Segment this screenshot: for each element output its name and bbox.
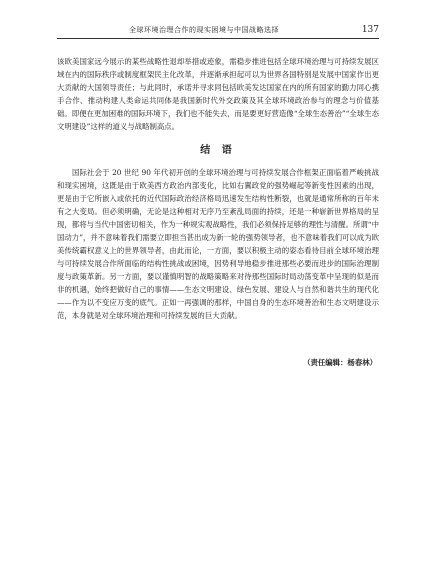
body-paragraphs-before (57, 55, 379, 133)
editor-credit: （责任编辑：杨春林） (303, 358, 377, 367)
paragraph: 国际社会于 20 世纪 90 年代初开创的全球环境治理与可持续发展合作框架正面临着严峻挑战和现实困境，这既是由于欧美西方政治内部变化，比如右翼政党的强势崛起等新变性因素的出现，更是由于它所嵌入或依托的近代国际政治经济格局迅速发生结构性断裂，也就是通常所称的百年未有之大变局。但必须明确，无论是这种相对无序乃至紊乱局面的持续，还是一种崭新世界格局的呈现，都将与当代中国密切相关，作为一种规实观战略性，我们必须保持足够的理性与清醒。所谓“中国动力”，并不意味着我们需要立即担当甚出成为新一轮的强势领导者，也不意味着我们可以成为欧美传统霸权意义上的世界领导者，由此而论，一方面，要以积极主动的姿态看待目前全球环境治理与可持续发展合作所面临的结构性挑战或困境，因势利导地稳步推进那些必要而进步的国际治理制度与政策革新。另一方面，要以谨慎明智的战略策略来对待那些国际时局动荡变革中呈现的似是而非的机遇，始终把做好自己的事情——生态文明建设、绿色发展、建设人与自然和谐共生的现代化——作为以不变应万变的底气。正如一再强调的那样，中国自身的生态环境善治和生态文明建设示范，本身就是对全球环境治理和可持续发展的巨大贡献。 (57, 168, 379, 320)
section-heading: 结 语 (200, 145, 236, 156)
body-paragraphs-after (57, 166, 379, 322)
paragraph: 该欧美国家远今展示的某些战略性退却举措或迹象，需稳步推进包括全球环境治理与可持续发展区域在内的国际秩序或制度框架民主化改革，并逐渐承担起可以为世界各国特别是发展中国家作出更大贡献的大国领导责任；与此同时，承诺并寻求同包括欧美发达国家在内的所有国家的勤力同心携手合作、推动构建人类命运共同体是我国新时代外交政策及其全球环境政治参与的理念与价值基础。即便在更加困难的国际环境下，我们也不能失去，而是要更好营造像“全球生态善治”“全球生态文明建设”这样的道义与战略制高点。 (57, 57, 379, 131)
running-header (57, 24, 379, 39)
running-title: 全球环境治理合作的现实困境与中国战略选择 (129, 26, 279, 34)
page-number: 137 (361, 25, 379, 35)
